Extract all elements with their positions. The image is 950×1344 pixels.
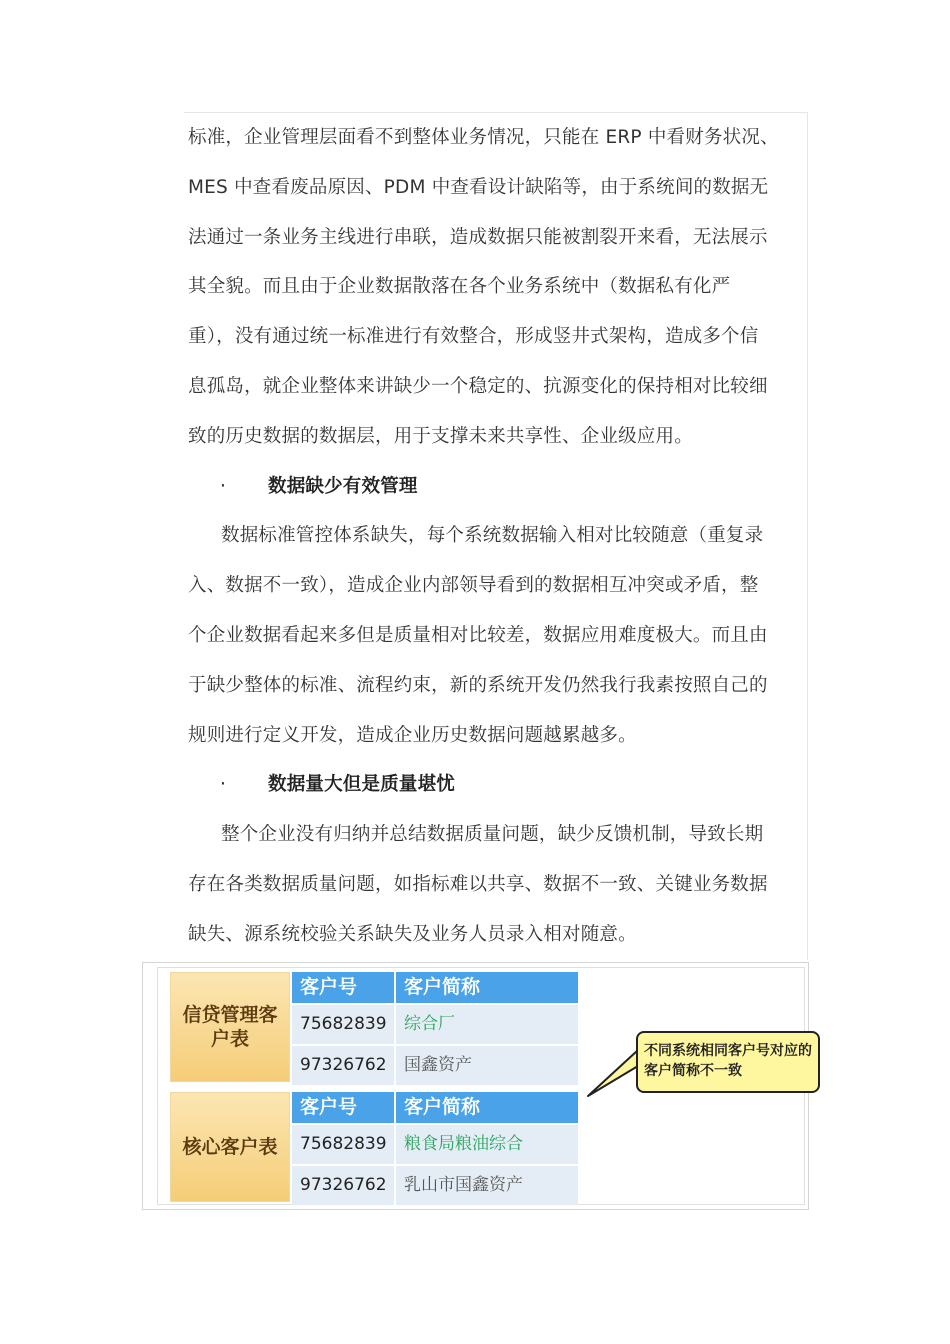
header-customer-name: 客户简称 [404,976,481,998]
paragraph-line: 缺失、源系统校验关系缺失及业务人员录入相对随意。 [188,923,637,945]
table-header [292,972,578,1003]
bullet-icon: · [220,475,227,497]
cell-customer-name: 乳山市国鑫资产 [404,1175,523,1195]
table-row [292,1003,578,1044]
paragraph-line: 息孤岛，就企业整体来讲缺少一个稳定的、抗源变化的保持相对比较细 [188,375,768,397]
paragraph-line: 其全貌。而且由于企业数据散落在各个业务系统中（数据私有化严 [188,276,731,298]
article-body [188,113,800,960]
cell-customer-id: 97326762 [292,1046,396,1085]
table-group-core [170,1092,580,1206]
paragraph-line: 法通过一条业务主线进行串联，造成数据只能被割裂开来看，无法展示 [188,226,768,248]
paragraph-line: 整个企业没有归纳并总结数据质量问题，缺少反馈机制，导致长期 [221,824,764,846]
header-customer-id: 客户号 [292,1092,396,1123]
paragraph-line: MES 中查看废品原因、PDM 中查看设计缺陷等，由于系统间的数据无 [188,176,769,198]
table-group-credit [170,972,580,1086]
paragraph-line: 标准，企业管理层面看不到整体业务情况，只能在 ERP 中看财务状况、 [188,127,779,148]
customer-table [292,972,578,1085]
paragraph-line: 存在各类数据质量问题，如指标难以共享、数据不一致、关键业务数据 [188,873,768,895]
header-customer-id: 客户号 [292,972,396,1003]
cell-customer-id: 75682839 [292,1125,396,1164]
bullet-icon: · [220,774,227,796]
callout-note: 不同系统相同客户号对应的客户简称不一致 [636,1031,820,1093]
paragraph-line: 重），没有通过统一标准进行有效整合，形成竖井式架构，造成多个信 [188,326,759,348]
paragraph-line: 数据标准管控体系缺失，每个系统数据输入相对比较随意（重复录 [221,525,764,547]
paragraph-line: 于缺少整体的标准、流程约束，新的系统开发仍然我行我素按照自己的 [188,674,768,696]
paragraph-line: 入、数据不一致），造成企业内部领导看到的数据相互冲突或矛盾，整 [188,575,759,597]
table-row [292,1044,578,1085]
heading-text: 数据量大但是质量堪忧 [268,774,456,796]
customer-table [292,1092,578,1205]
figure-inner [157,967,812,1205]
customer-table-figure [142,962,812,1210]
section-heading [188,462,800,512]
section-heading [188,760,800,810]
table-row [292,1164,578,1205]
callout-pointer-icon [586,1048,642,1098]
paragraph-line: 规则进行定义开发，造成企业历史数据问题越累越多。 [188,724,637,746]
cell-customer-name: 综合厂 [404,1014,455,1034]
cell-customer-id: 75682839 [292,1005,396,1044]
paragraph-line: 个企业数据看起来多但是质量相对比较差，数据应用难度极大。而且由 [188,624,768,646]
table-header [292,1092,578,1123]
table-row [292,1123,578,1164]
heading-text: 数据缺少有效管理 [268,475,418,497]
cell-customer-name: 粮食局粮油综合 [404,1134,523,1154]
table-label: 核心客户表 [170,1092,290,1202]
header-customer-name: 客户简称 [404,1096,481,1118]
table-label: 信贷管理客户表 [170,972,290,1082]
cell-customer-name: 国鑫资产 [404,1055,472,1075]
paragraph-line: 致的历史数据的数据层，用于支撑未来共享性、企业级应用。 [188,425,693,447]
cell-customer-id: 97326762 [292,1166,396,1205]
